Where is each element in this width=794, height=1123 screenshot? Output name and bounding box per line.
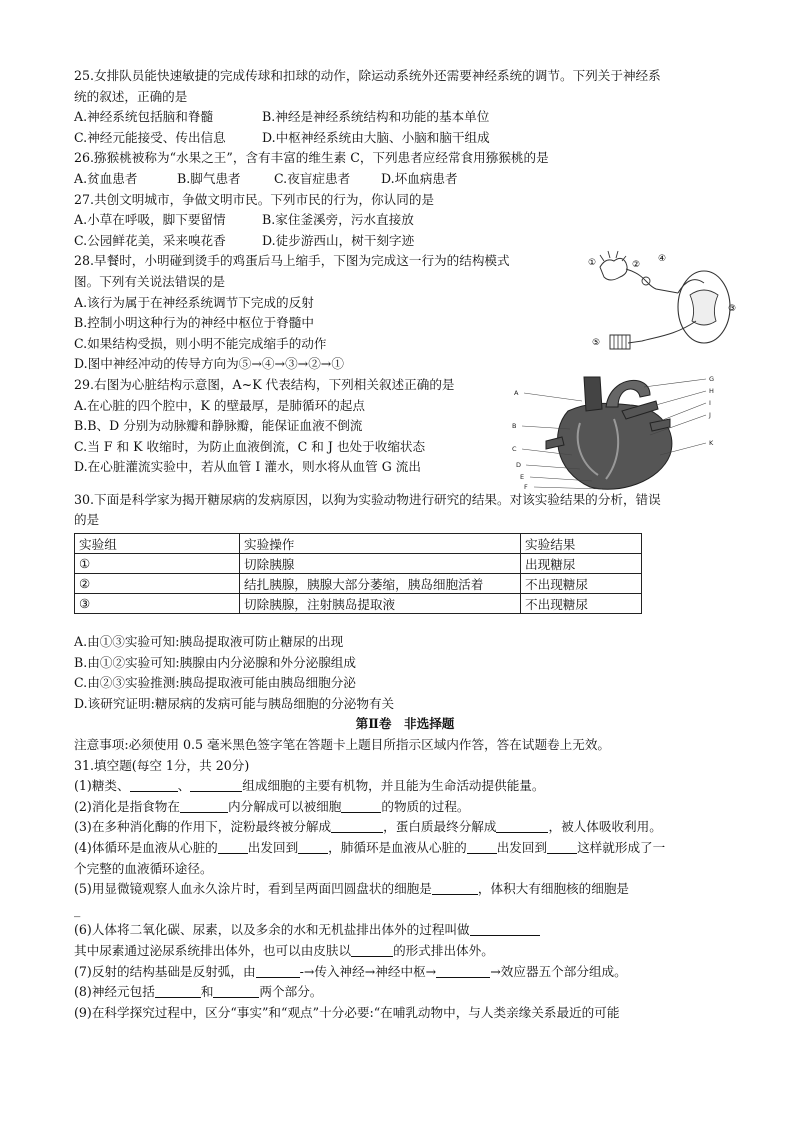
q25-stem-line2: 统的叙述，正确的是 bbox=[74, 88, 188, 104]
q29-option-d[interactable]: D.在心脏灌流实验中，若从血管 I 灌水，则水将从血管 G 流出 bbox=[74, 459, 421, 475]
part2-notice: 注意事项:必须使用 0.5 毫米黑色签字笔在答题卡上题目所指示区域内作答，答在试题卷上无效。 bbox=[74, 737, 611, 753]
q31-1-text-c: 组成细胞的主要有机物，并且能为生命活动提供能量。 bbox=[242, 778, 545, 794]
heart-label-a: A bbox=[514, 388, 519, 397]
q26-option-a[interactable]: A.贫血患者 bbox=[74, 170, 138, 186]
q28-option-a[interactable]: A.该行为属于在神经系统调节下完成的反射 bbox=[74, 294, 314, 310]
answer-blank[interactable] bbox=[130, 777, 178, 792]
q27-option-b[interactable]: B.家住釜溪旁，污水直接放 bbox=[262, 212, 414, 228]
reflex-arc-diagram bbox=[586, 245, 736, 355]
q31-item-9: (9)在科学探究过程中，区分“事实”和“观点”十分必要:“在哺乳动物中，与人类亲缘关系最近的可能 bbox=[74, 1004, 620, 1020]
table-cell: 切除胰腺，注射胰岛提取液 bbox=[240, 594, 521, 614]
q30-stem-line2: 的是 bbox=[74, 512, 100, 528]
heart-label-b: B bbox=[512, 421, 517, 430]
q27-stem: 27.共创文明城市，争做文明市民。下列市民的行为，你认同的是 bbox=[74, 191, 435, 207]
answer-blank[interactable] bbox=[180, 798, 228, 813]
answer-blank[interactable] bbox=[432, 880, 478, 895]
q29-option-c[interactable]: C.当 F 和 K 收缩时，为防止血液倒流，C 和 J 也处于收缩状态 bbox=[74, 438, 426, 454]
q31-item-4-cont: 个完整的血液循环途径。 bbox=[74, 860, 213, 876]
answer-blank[interactable] bbox=[341, 798, 381, 813]
q31-2-text-a: (2)消化是指食物在 bbox=[74, 798, 180, 814]
heart-label-d: D bbox=[516, 460, 522, 469]
q25-option-b[interactable]: B.神经是神经系统结构和功能的基本单位 bbox=[262, 109, 490, 125]
table-row bbox=[75, 574, 642, 594]
q25-option-a[interactable]: A.神经系统包括脑和脊髓 bbox=[74, 109, 214, 125]
table-cell: 出现糖尿 bbox=[521, 554, 642, 574]
q31-3-text-b: ，蛋白质最终分解成 bbox=[383, 819, 497, 835]
answer-blank[interactable] bbox=[496, 818, 548, 833]
heart-label-f: F bbox=[524, 482, 528, 491]
q31-item-5 bbox=[74, 879, 736, 900]
q31-4-text-a: (4)体循环是血液从心脏的 bbox=[74, 840, 218, 855]
q31-2-text-b: 内分解成可以被细胞 bbox=[228, 798, 342, 814]
heart-label-j: J bbox=[709, 410, 711, 419]
q29-option-b[interactable]: B.B、D 分别为动脉瓣和静脉瓣，能保证血液不倒流 bbox=[74, 418, 363, 434]
q26-options bbox=[74, 169, 736, 190]
table-cell: 不出现糖尿 bbox=[521, 594, 642, 614]
table-row bbox=[75, 554, 642, 574]
q27-option-a[interactable]: A.小草在呼吸，脚下要留情 bbox=[74, 212, 226, 228]
table-cell: ② bbox=[75, 574, 240, 594]
heart-label-k: K bbox=[709, 438, 714, 447]
table-cell: 切除胰腺 bbox=[240, 554, 521, 574]
q26-option-d[interactable]: D.坏血病患者 bbox=[381, 170, 458, 186]
table-header: 实验组 bbox=[75, 534, 240, 554]
q31-4-text-d: 出发回到 bbox=[496, 840, 548, 855]
q31-item-1 bbox=[74, 776, 736, 797]
q31-4-text-b: 出发回到 bbox=[247, 840, 299, 855]
q25-options-cd bbox=[74, 128, 736, 149]
answer-blank[interactable] bbox=[331, 818, 383, 833]
experiment-table bbox=[74, 533, 642, 614]
heart-label-e: E bbox=[520, 472, 525, 481]
q31-item-5-cont: _ bbox=[74, 901, 81, 917]
q31-2-text-c: 的物质的过程。 bbox=[381, 798, 470, 814]
table-row bbox=[75, 594, 642, 614]
q28-option-c[interactable]: C.如果结构受损，则小明不能完成缩手的动作 bbox=[74, 335, 327, 351]
table-header-row bbox=[75, 534, 642, 554]
answer-blank[interactable] bbox=[547, 839, 577, 854]
q31-8-text-c: 两个部分。 bbox=[259, 984, 323, 1000]
q31-1-text-a: (1)糖类、 bbox=[74, 778, 130, 794]
q31-3-text-c: ，被人体吸收利用。 bbox=[548, 819, 662, 835]
fig-label-1: ① bbox=[588, 258, 597, 269]
q27-option-d[interactable]: D.徒步游西山，树干刻字迹 bbox=[262, 232, 415, 248]
table-cell: ③ bbox=[75, 594, 240, 614]
q31-item-6-cont bbox=[74, 941, 736, 962]
q31-title: 31.填空题(每空 1分，共 20分) bbox=[74, 757, 250, 773]
q31-8-text-a: (8)神经元包括 bbox=[74, 984, 155, 1000]
answer-blank[interactable] bbox=[467, 839, 497, 854]
q30-option-b[interactable]: B.由①②实验可知:胰腺由内分泌腺和外分泌腺组成 bbox=[74, 654, 356, 670]
answer-blank[interactable] bbox=[436, 963, 490, 978]
answer-blank[interactable] bbox=[351, 942, 393, 957]
heart-label-i: I bbox=[709, 398, 711, 407]
q28-option-b[interactable]: B.控制小明这种行为的神经中枢位于脊髓中 bbox=[74, 315, 314, 331]
answer-blank[interactable] bbox=[218, 839, 248, 854]
fig-label-4: ④ bbox=[658, 254, 667, 265]
q31-4-text-e: 这样就形成了一 bbox=[577, 840, 666, 855]
q28-stem-line1: 28.早餐时，小明碰到烫手的鸡蛋后马上缩手，下图为完成这一行为的结构模式 bbox=[74, 253, 510, 269]
answer-blank[interactable] bbox=[213, 983, 259, 998]
q30-stem-line1: 30.下面是科学家为揭开糖尿病的发病原因，以狗为实验动物进行研究的结果。对该实验结果的分析，错误 bbox=[74, 491, 661, 507]
q31-6-text-a: (6)人体将二氧化碳、尿素，以及多余的水和无机盐排出体外的过程叫做 bbox=[74, 922, 470, 938]
q26-stem: 26.猕猴桃被称为“水果之王”，含有丰富的维生素 C，下列患者应经常食用猕猴桃的是 bbox=[74, 150, 549, 166]
q31-7-text-b: -→传入神经→神经中枢→ bbox=[299, 963, 437, 979]
table-cell: 不出现糖尿 bbox=[521, 574, 642, 594]
answer-blank[interactable] bbox=[190, 777, 242, 792]
q30-option-a[interactable]: A.由①③实验可知:胰岛提取液可防止糖尿的出现 bbox=[74, 634, 344, 650]
heart-label-g: G bbox=[709, 374, 715, 383]
q31-6-text-b: 其中尿素通过泌尿系统排出体外，也可以由皮肤以 bbox=[74, 942, 352, 958]
part2-title: 第Ⅱ卷 非选择题 bbox=[355, 716, 455, 732]
heart-structure-diagram bbox=[510, 371, 720, 495]
q31-item-8 bbox=[74, 982, 736, 1003]
q30-option-c[interactable]: C.由②③实验推测:胰岛提取液可能由胰岛细胞分泌 bbox=[74, 675, 356, 691]
q31-item-4 bbox=[74, 838, 736, 859]
q31-8-text-b: 和 bbox=[200, 984, 214, 1000]
q31-item-6 bbox=[74, 920, 736, 941]
q28-block bbox=[74, 251, 736, 375]
table-header: 实验操作 bbox=[240, 534, 521, 554]
q31-5-text-b: ，体积大有细胞核的细胞是 bbox=[477, 881, 629, 897]
q31-3-text-a: (3)在多种消化酶的作用下，淀粉最终被分解成 bbox=[74, 819, 332, 835]
q25-option-d[interactable]: D.中枢神经系统由大脑、小脑和脑干组成 bbox=[262, 129, 490, 145]
q27-option-c[interactable]: C.公园鲜花美，采来嗅花香 bbox=[74, 232, 226, 248]
q31-item-7 bbox=[74, 962, 736, 983]
fig-label-5: ⑤ bbox=[592, 338, 601, 349]
q27-options-ab bbox=[74, 210, 736, 231]
answer-blank[interactable] bbox=[470, 921, 540, 936]
q31-7-text-c: →效应器五个部分组成。 bbox=[490, 963, 627, 979]
q31-6-text-c: 的形式排出体外。 bbox=[393, 942, 494, 958]
q26-option-b[interactable]: B.脚气患者 bbox=[177, 170, 241, 186]
fig-label-2: ② bbox=[632, 260, 641, 271]
q29-stem: 29.右图为心脏结构示意图，A~K 代表结构，下列相关叙述正确的是 bbox=[74, 376, 455, 392]
q31-item-2 bbox=[74, 797, 736, 818]
q28-stem-line2: 图。下列有关说法错误的是 bbox=[74, 273, 226, 289]
heart-label-c: C bbox=[512, 444, 517, 453]
table-cell: ① bbox=[75, 554, 240, 574]
q31-4-text-c: ，肺循环是血液从心脏的 bbox=[328, 840, 467, 855]
q30-option-d[interactable]: D.该研究证明:糖尿病的发病可能与胰岛细胞的分泌物有关 bbox=[74, 695, 395, 711]
q25-options-ab bbox=[74, 107, 736, 128]
answer-blank[interactable] bbox=[155, 983, 201, 998]
answer-blank[interactable] bbox=[298, 839, 328, 854]
q31-5-text-a: (5)用显微镜观察人血永久涂片时，看到呈两面凹圆盘状的细胞是 bbox=[74, 881, 432, 897]
q31-7-text-a: (7)反射的结构基础是反射弧，由 bbox=[74, 963, 256, 979]
heart-label-h: H bbox=[709, 386, 714, 395]
q25-option-c[interactable]: C.神经元能接受、传出信息 bbox=[74, 129, 226, 145]
q25-stem-line1: 25.女排队员能快速敏捷的完成传球和扣球的动作，除运动系统外还需要神经系统的调节。下列关于神经系 bbox=[74, 68, 661, 83]
table-cell: 结扎胰腺，胰腺大部分萎缩，胰岛细胞活着 bbox=[240, 574, 521, 594]
q29-option-a[interactable]: A.在心脏的四个腔中，K 的壁最厚，是肺循环的起点 bbox=[74, 397, 365, 413]
q28-option-d[interactable]: D.图中神经冲动的传导方向为⑤→④→③→②→① bbox=[74, 356, 344, 372]
q26-option-c[interactable]: C.夜盲症患者 bbox=[274, 170, 351, 186]
table-header: 实验结果 bbox=[521, 534, 642, 554]
fig-label-3: ③ bbox=[728, 304, 736, 315]
q29-block bbox=[74, 374, 736, 491]
q31-1-text-b: 、 bbox=[177, 778, 191, 794]
answer-blank[interactable] bbox=[256, 963, 300, 978]
exam-page bbox=[74, 66, 736, 1023]
q31-item-3 bbox=[74, 817, 736, 838]
